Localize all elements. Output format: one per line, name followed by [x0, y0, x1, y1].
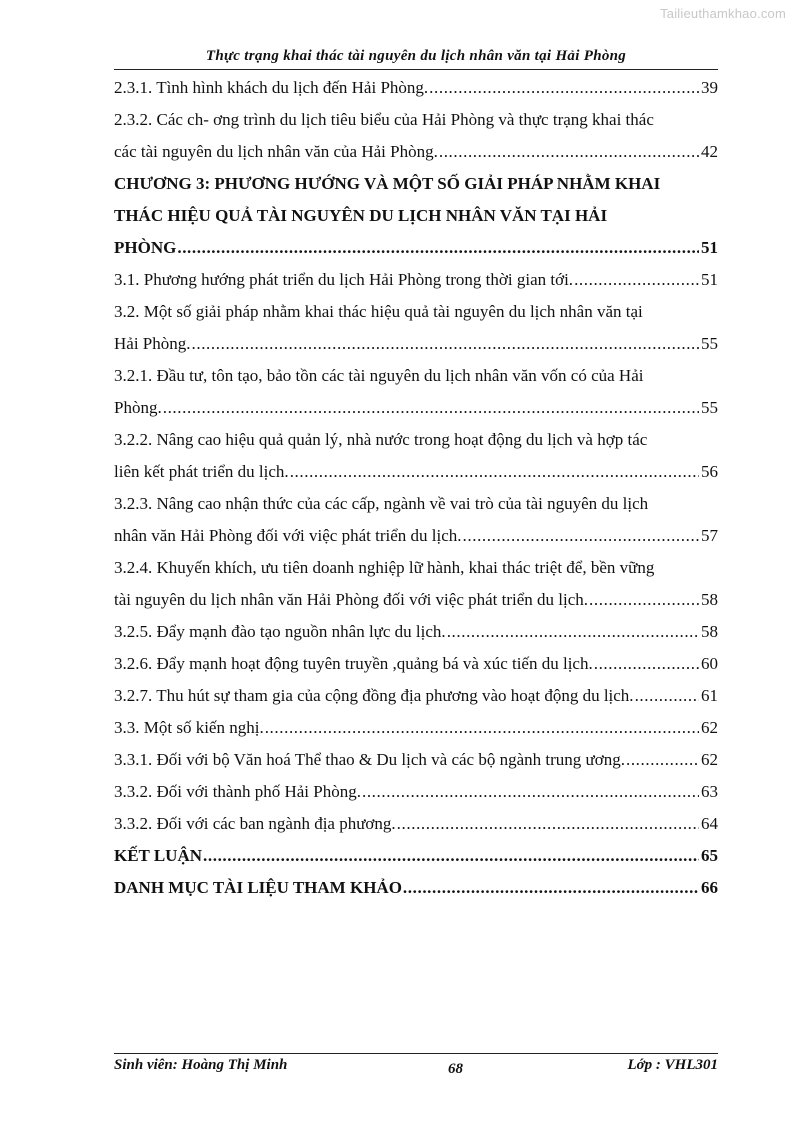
toc-dot-leader	[397, 808, 699, 840]
toc-page-number: 51	[701, 238, 718, 257]
toc-entry-line: 3.2.3. Nâng cao nhận thức của các cấp, ngành về vai trò của tài nguyên du lịch	[114, 494, 649, 513]
toc-entry-line: 3.2.2. Nâng cao hiệu quả quản lý, nhà nước trong hoạt động du lịch và hợp tác	[114, 430, 648, 449]
toc-entry-text: 3.3. Một số kiến nghị.	[114, 718, 264, 737]
toc-page-number: 65	[701, 846, 718, 865]
toc-entry-text: 3.2.5. Đẩy mạnh đào tạo nguồn nhân lực du lịch.	[114, 622, 446, 641]
toc-dot-leader	[626, 744, 699, 776]
table-of-contents	[114, 72, 718, 904]
toc-entry-line: THÁC HIỆU QUẢ TÀI NGUYÊN DU LỊCH NHÂN VĂN TẠI HẢI	[114, 206, 608, 225]
toc-page-number: 58	[701, 622, 718, 641]
toc-page-number: 66	[701, 878, 718, 897]
toc-entry-text: tài nguyên du lịch nhân văn Hải Phòng đối với việc phát triển du lịch.	[114, 590, 589, 609]
toc-entry-text: 3.3.1. Đối với bộ Văn hoá Thể thao & Du lịch và các bộ ngành trung ương.	[114, 750, 625, 769]
toc-page-number: 62	[701, 750, 718, 769]
toc-dot-leader	[429, 72, 699, 104]
toc-entry-final-line	[114, 872, 718, 904]
toc-entry	[114, 648, 718, 680]
toc-entry-line: 2.3.2. Các ch- ơng trình du lịch tiêu biểu của Hải Phòng và thực trạng khai thác	[114, 110, 654, 129]
toc-entry	[114, 840, 718, 872]
toc-entry-text: nhân văn Hải Phòng đối với việc phát triển du lịch.	[114, 526, 462, 545]
toc-dot-leader	[447, 616, 699, 648]
toc-entry-line: CHƯƠNG 3: PHƯƠNG HƯỚNG VÀ MỘT SỐ GIẢI PHÁP NHẰM KHAI	[114, 174, 661, 193]
toc-page-number: 55	[701, 398, 718, 417]
toc-entry	[114, 616, 718, 648]
toc-entry-line: 3.2.1. Đầu tư, tôn tạo, bảo tồn các tài nguyên du lịch nhân văn vốn có của Hải	[114, 366, 644, 385]
toc-dot-leader	[362, 776, 699, 808]
toc-entry	[114, 72, 718, 104]
toc-entry-final-line	[114, 680, 718, 712]
toc-entry	[114, 264, 718, 296]
toc-entry-text: liên kết phát triển du lịch.	[114, 462, 289, 481]
toc-entry-final-line	[114, 840, 718, 872]
toc-dot-leader	[439, 136, 699, 168]
toc-entry	[114, 424, 718, 488]
toc-dot-leader	[574, 264, 699, 296]
toc-page-number: 61	[701, 686, 718, 705]
toc-page-number: 58	[701, 590, 718, 609]
toc-page-number: 39	[701, 78, 718, 97]
toc-entry-final-line	[114, 72, 718, 104]
toc-entry-text: 3.2.6. Đẩy mạnh hoạt động tuyên truyền ,quảng bá và xúc tiến du lịch.	[114, 654, 593, 673]
toc-entry-text: 3.1. Phương hướng phát triển du lịch Hải Phòng trong thời gian tới.	[114, 270, 574, 289]
toc-page-number: 57	[701, 526, 718, 545]
toc-entry-final-line	[114, 648, 718, 680]
toc-entry	[114, 744, 718, 776]
toc-entry	[114, 296, 718, 360]
toc-page-number: 64	[701, 814, 718, 833]
toc-entry-final-line	[114, 584, 718, 616]
toc-entry-text: 3.3.2. Đối với thành phố Hải Phòng.	[114, 782, 361, 801]
toc-entry-text: các tài nguyên du lịch nhân văn của Hải Phòng.	[114, 142, 438, 161]
toc-entry-text: 3.2.7. Thu hút sự tham gia của cộng đồng địa phương vào hoạt động du lịch.	[114, 686, 634, 705]
watermark-text: Tailieuthamkhao.com	[660, 6, 786, 21]
page-footer	[114, 1057, 718, 1079]
toc-page-number: 63	[701, 782, 718, 801]
toc-entry-line: 3.2.4. Khuyến khích, ưu tiên doanh nghiệp lữ hành, khai thác triệt để, bền vững	[114, 558, 655, 577]
toc-entry-final-line	[114, 712, 718, 744]
toc-page-number: 42	[701, 142, 718, 161]
footer-student: Sinh viên: Hoàng Thị Minh	[114, 1057, 288, 1073]
toc-entry	[114, 104, 718, 168]
toc-entry-text: KẾT LUẬN	[114, 846, 203, 865]
toc-dot-leader	[635, 680, 699, 712]
toc-page-number: 56	[701, 462, 718, 481]
toc-dot-leader	[265, 712, 699, 744]
toc-entry-text: DANH MỤC TÀI LIỆU THAM KHẢO	[114, 878, 402, 897]
toc-page-number: 55	[701, 334, 718, 353]
toc-page-number: 62	[701, 718, 718, 737]
toc-entry	[114, 488, 718, 552]
toc-dot-leader	[192, 328, 700, 360]
toc-entry	[114, 808, 718, 840]
toc-entry	[114, 552, 718, 616]
toc-entry-text: 2.3.1. Tình hình khách du lịch đến Hải Phòng.	[114, 78, 429, 97]
footer-class: Lớp : VHL301	[627, 1057, 718, 1073]
toc-entry-final-line	[114, 328, 718, 360]
toc-entry-final-line	[114, 808, 718, 840]
running-header: Thực trạng khai thác tài nguyên du lịch nhân văn tại Hải Phòng	[205, 48, 627, 64]
toc-entry	[114, 776, 718, 808]
toc-entry	[114, 712, 718, 744]
toc-entry-text: Hải Phòng.	[114, 334, 191, 353]
toc-entry-text: Phòng.	[114, 398, 162, 417]
toc-entry-final-line	[114, 232, 718, 264]
toc-dot-leader	[163, 392, 699, 424]
toc-dot-leader	[463, 520, 699, 552]
toc-dot-leader	[290, 456, 699, 488]
toc-entry-final-line	[114, 616, 718, 648]
toc-entry-final-line	[114, 264, 718, 296]
toc-entry-final-line	[114, 744, 718, 776]
footer-divider	[114, 1053, 718, 1054]
header-divider	[114, 69, 718, 70]
toc-entry	[114, 168, 718, 264]
toc-entry-final-line	[114, 520, 718, 552]
toc-entry	[114, 360, 718, 424]
toc-entry-final-line	[114, 776, 718, 808]
toc-dot-leader	[594, 648, 699, 680]
toc-entry	[114, 872, 718, 904]
toc-entry-final-line	[114, 136, 718, 168]
toc-entry-final-line	[114, 392, 718, 424]
toc-page-number: 51	[701, 270, 718, 289]
toc-entry	[114, 680, 718, 712]
toc-entry-line: 3.2. Một số giải pháp nhằm khai thác hiệu quả tài nguyên du lịch nhân văn tại	[114, 302, 643, 321]
toc-dot-leader	[203, 840, 699, 872]
toc-entry-final-line	[114, 456, 718, 488]
footer-page-number: 68	[448, 1061, 463, 1077]
toc-dot-leader	[403, 872, 699, 904]
toc-entry-text: PHÒNG	[114, 238, 177, 257]
toc-entry-text: 3.3.2. Đối với các ban ngành địa phương.	[114, 814, 396, 833]
toc-dot-leader	[589, 584, 699, 616]
toc-page-number: 60	[701, 654, 718, 673]
toc-dot-leader	[177, 232, 699, 264]
